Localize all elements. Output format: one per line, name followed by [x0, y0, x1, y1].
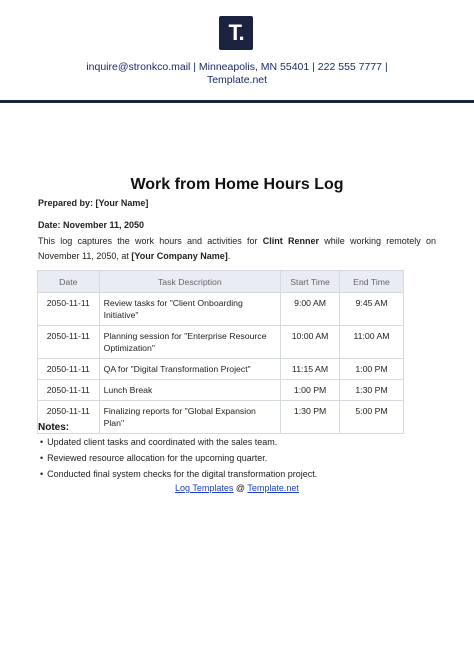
company-logo [219, 16, 253, 50]
cell-date: 2050-11-11 [38, 401, 100, 434]
cell-end-time: 1:30 PM [340, 380, 404, 401]
note-item: • Updated client tasks and coordinated with the sales team. [38, 434, 317, 450]
cell-date: 2050-11-11 [38, 380, 100, 401]
cell-date: 2050-11-11 [38, 359, 100, 380]
cell-end-time: 5:00 PM [340, 401, 404, 434]
cell-start-time: 1:30 PM [281, 401, 340, 434]
table-row [38, 380, 404, 401]
contact-info [60, 61, 414, 87]
cell-start-time: 10:00 AM [281, 326, 340, 359]
note-item: • Conducted final system checks for the digital transformation project. [38, 466, 317, 482]
intro-text-end: . [227, 251, 231, 261]
notes-list [38, 434, 317, 482]
cell-task: QA for "Digital Transformation Project" [99, 359, 281, 380]
cell-start-time: 11:15 AM [281, 359, 340, 380]
table-row [38, 401, 404, 434]
intro-text-start: This log captures the work hours and activities for [38, 236, 263, 246]
notes-heading: Notes: [38, 422, 70, 433]
header-end-time: End Time [340, 271, 404, 293]
logo-letter: T. [228, 20, 244, 45]
intro-paragraph [38, 234, 436, 264]
cell-start-time: 9:00 AM [281, 293, 340, 326]
cell-task: Finalizing reports for "Global Expansion Plan" [99, 401, 281, 434]
prepared-by: Prepared by: [Your Name] [38, 198, 149, 208]
document-date: Date: November 11, 2050 [38, 220, 145, 230]
cell-task: Review tasks for "Client Onboarding Initiative" [99, 293, 281, 326]
cell-end-time: 1:00 PM [340, 359, 404, 380]
hours-table [37, 270, 404, 434]
header-divider [0, 100, 474, 103]
cell-date: 2050-11-11 [38, 293, 100, 326]
note-item: • Reviewed resource allocation for the upcoming quarter. [38, 450, 317, 466]
employee-name: Clint Renner [262, 236, 319, 246]
header-task-description: Task Description [99, 271, 281, 293]
document-title: Work from Home Hours Log [130, 176, 344, 193]
cell-end-time: 9:45 AM [340, 293, 404, 326]
table-row [38, 293, 404, 326]
contact-line-1: inquire@stronkco.mail | Minneapolis, MN 55401 | 222 555 7777 | [86, 61, 388, 73]
intro-text-middle: while working remotely on November 11, 2050, at [38, 236, 436, 261]
cell-start-time: 1:00 PM [281, 380, 340, 401]
template-net-link[interactable]: Template.net [247, 483, 299, 493]
table-header-row [38, 271, 404, 293]
table-row [38, 326, 404, 359]
footer-separator: @ [233, 483, 248, 493]
contact-line-2: Template.net [206, 74, 268, 86]
header-start-time: Start Time [281, 271, 340, 293]
cell-date: 2050-11-11 [38, 326, 100, 359]
company-name: [Your Company Name] [131, 251, 228, 261]
log-templates-link[interactable]: Log Templates [175, 483, 234, 493]
footer [0, 483, 474, 493]
header-date: Date [38, 271, 100, 293]
cell-task: Planning session for "Enterprise Resource Optimization" [99, 326, 281, 359]
table-row [38, 359, 404, 380]
cell-end-time: 11:00 AM [340, 326, 404, 359]
cell-task: Lunch Break [99, 380, 281, 401]
